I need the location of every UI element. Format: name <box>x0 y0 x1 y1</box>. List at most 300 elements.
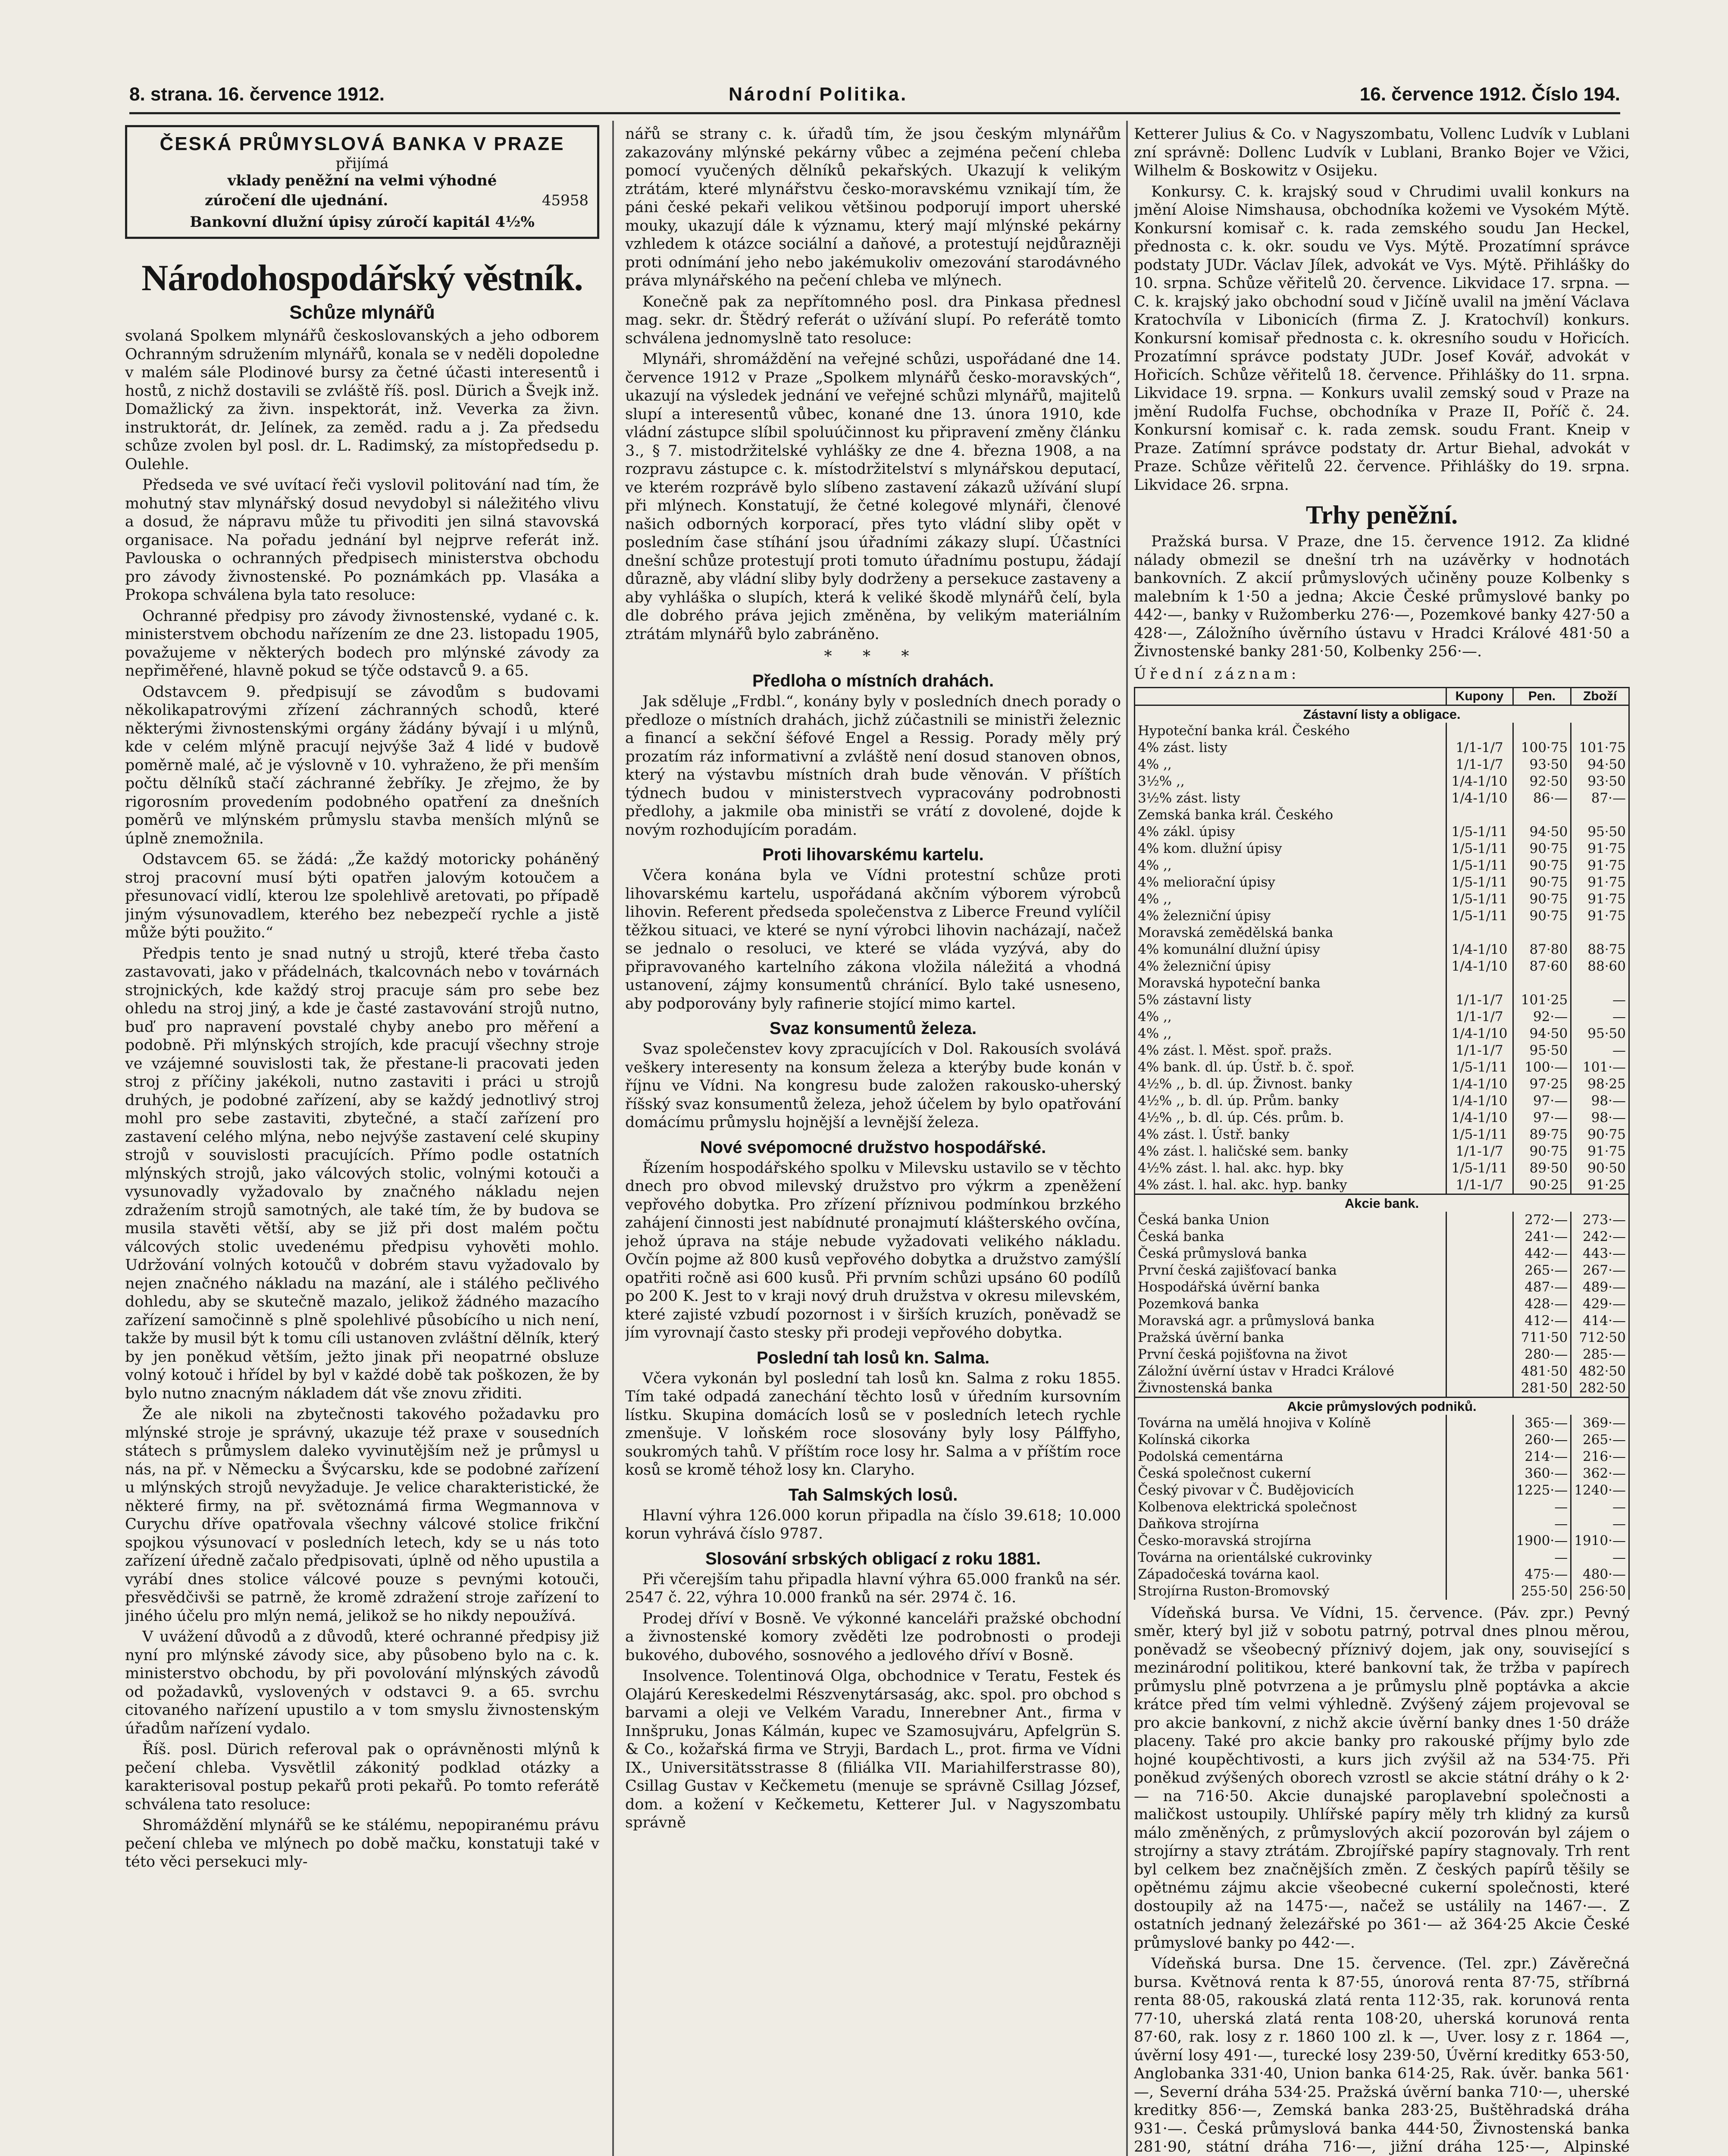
news-paragraph: Konkursy. C. k. krajský soud v Chrudimi uvalil konkurs na jmění Aloise Nimshausa, obchodníka kožemi ve Vysokém Mýtě. Konkursní komisař c. k. rada zemského soudu Jan Heckel, přednosta c. k. okr. soudu ve Vys. Mýtě. Prozatímní správce podstaty JUDr. Václav Jílek, advokát ve Vys. Mýtě. Přihlášky do 10. srpna. Schůze věřitelů 20. července. Likvidace 17. srpna. — C. k. krajský jako obchodní soud v Jičíně uvalil na jmění Václava Kratochvíla v Libonicích (firma Z. J. Kratochvíl) konkurs. Konkursní komisař přednosta c. k. okresního soudu v Hořicích. Prozatímní správce podstaty JUDr. Josef Kovář, advokát v Hořicích. Schůze věřitelů 18. července. Přihlášky do 11. srpna. Likvidace 19. srpna. — Konkurs uvalil zemský soud v Praze na jmění Rudolfa Fuchse, obchodníka v Praze II, Poříč č. 24. Konkursní komisař c. k. rada zemsk. soudu Frant. Kneip v Praze. Zatímní správce podstaty dr. Artur Biehal, advokát v Praze. Schůze věřitelů 22. července. Přihlášky do 19. srpna. Likvidace 26. srpna. <box>1134 183 1630 494</box>
bid-price: 92·50 <box>1513 773 1571 790</box>
bid-price: 90·75 <box>1513 908 1571 924</box>
coupon-dates <box>1446 1499 1513 1516</box>
section-separator: * * * <box>824 648 922 665</box>
column-divider <box>1126 121 1128 2156</box>
ask-price: 98·25 <box>1571 1076 1629 1093</box>
article-paragraph: Předpis tento je snad nutný u strojů, které třeba často zastavovati, jako v přádelnách, tkalcovnách nebo v továrnách strojnických, kde každý stroj pracuje sám pro sebe bez ohledu na stroj jiný, a kde je časté zastavování strojů nutno, buď pro napravení povstalé chyby anebo pro měření a podobně. Při mlýnských strojích, kde pracují všechny stroje ve vzájemné souvislosti tak, že přestane-li pracovati jeden stroj z příčiny jakékoli, nutno zastaviti i práci u strojů druhých, je podobné zařízení, aby se každý jednotlivý stroj mohl pro sebe zastaviti, zbytečné, a stačí zařízení pro zastavení celého mlýna, nebo nejvýše zastavení celé skupiny strojů v souvislosti pracujících. Přímo podle ostatních mlýnských strojů, jako válcových stolic, volnými kotouči a vysunovadly vyžadovalo by značného nákladu nejen zdražením strojů samotných, ale také tím, že by budova se musila stavěti větší, aby se již při dost malém počtu válcových stolic uvedenému předpisu vyhověti mohlo. Udržování volných kotoučů v dobrém stavu vyžadovalo by nejen značného nákladu na mazání, ale i stálého pečlivého dohledu, aby se skutečně mazalo, jelikož žádného mazacího zařízení samočinně s plně spolehlivé působícího u nich není, takže by musil být k tomu cíli ustanoven zvláštní dělník, který by jen poněkud větším, ježto jinak při neopatrné obsluze volný kotouč i hřídel by byl v každé době tak poškozen, že by bylo nutno znacným nákladem dát vše znovu zřiditi. <box>125 945 599 1402</box>
coupon-dates: 1/4-1/10 <box>1446 773 1513 790</box>
bank-ad-line: přijímá <box>335 155 389 172</box>
security-name: První česká pojišťovna na život <box>1135 1346 1446 1363</box>
ask-price: 87·— <box>1571 790 1629 807</box>
quotes-row <box>1135 1296 1629 1313</box>
coupon-dates: 1/5-1/11 <box>1446 1160 1513 1177</box>
quotes-row <box>1135 1380 1629 1398</box>
bid-price: 272·— <box>1513 1212 1571 1228</box>
coupon-dates <box>1446 1245 1513 1262</box>
quotes-row <box>1135 773 1629 790</box>
coupon-dates <box>1446 723 1513 740</box>
bid-price: 265·— <box>1513 1262 1571 1279</box>
security-name: Hospodářská úvěrní banka <box>1135 1279 1446 1296</box>
ask-price: 90·50 <box>1571 1160 1629 1177</box>
column-header: Kupony <box>1446 687 1513 705</box>
ask-price: — <box>1571 1042 1629 1059</box>
coupon-dates: 1/5-1/11 <box>1446 891 1513 908</box>
ask-price: 443·— <box>1571 1245 1629 1262</box>
ask-price: 712·50 <box>1571 1329 1629 1346</box>
news-heading: Nové svépomocné družstvo hospodářské. <box>700 1138 1046 1157</box>
coupon-dates <box>1446 1380 1513 1398</box>
security-name: 4% železniční úpisy <box>1135 958 1446 975</box>
news-paragraph: Insolvence. Tolentinová Olga, obchodnice v Teratu, Festek és Olajárú Kereskedelmi Részvenytársaság, akc. spol. pro obchod s barvami a oleji ve Velkém Varadu, Innerebner Ant., firma v Innšpruku, Jonas Kálmán, kupec ve Szamosujváru, Apfelgrün S. & Co., kožařská firma ve Stryji, Bardach L., prot. firma ve Vídni IX., Universitätsstrasse 8 (filiálka VII. Mariahilferstrasse 80), Csillag Gustav v Kečkemetu (menuje se správně Csillag József, dom. a kožení v Kečkemetu, Ketterer Jul. v Nagyszombatu správně <box>625 1667 1121 1831</box>
ask-price: 95·50 <box>1571 1025 1629 1042</box>
quotes-row <box>1135 1363 1629 1380</box>
coupon-dates: 1/4-1/10 <box>1446 1109 1513 1126</box>
ask-price: 91·75 <box>1571 874 1629 891</box>
coupon-dates: 1/5-1/11 <box>1446 908 1513 924</box>
quotes-row <box>1135 1025 1629 1042</box>
bid-price: 481·50 <box>1513 1363 1571 1380</box>
quotes-row <box>1135 1126 1629 1143</box>
coupon-dates: 1/5-1/11 <box>1446 857 1513 874</box>
security-name: 4% ,, <box>1135 1009 1446 1025</box>
ask-price: 91·75 <box>1571 908 1629 924</box>
security-name: Továrna na orientálské cukrovinky <box>1135 1549 1446 1566</box>
bid-price: 365·— <box>1513 1415 1571 1432</box>
bid-price: 100·— <box>1513 1059 1571 1076</box>
bid-price: 280·— <box>1513 1346 1571 1363</box>
quotes-group-row <box>1135 1194 1629 1212</box>
article-paragraph: Shromáždění mlynářů se ke stálému, nepopiranému právu pečení chleba ve mlýnech po době mačku, konstatuji také v této věci persekuci mly- <box>125 1817 599 1871</box>
security-name: Zemská banka král. Českého <box>1135 807 1446 824</box>
quotes-group-title: Zástavní listy a obligace. <box>1135 705 1629 723</box>
quotes-row <box>1135 857 1629 874</box>
bid-price: 87·80 <box>1513 941 1571 958</box>
ask-price: 369·— <box>1571 1415 1629 1432</box>
security-name: 4% komunální dlužní úpisy <box>1135 941 1446 958</box>
bid-price <box>1513 723 1571 740</box>
bid-price: 94·50 <box>1513 824 1571 840</box>
quotes-row <box>1135 1432 1629 1448</box>
security-name: Český pivovar v Č. Budějovicích <box>1135 1482 1446 1499</box>
security-name: První česká zajišťovací banka <box>1135 1262 1446 1279</box>
security-name: 4½% zást. l. hal. akc. hyp. bky <box>1135 1160 1446 1177</box>
ask-price: 429·— <box>1571 1296 1629 1313</box>
quotes-table-header <box>1135 687 1629 705</box>
coupon-dates: 1/5-1/11 <box>1446 1126 1513 1143</box>
security-name: 3½% ,, <box>1135 773 1446 790</box>
news-paragraph: Ketterer Julius & Co. v Nagyszombatu, Vollenc Ludvík v Lublani zní správně: Dollenc Ludvík v Lublani, Branko Bojer ve Vžici, Wilhelm & Boskowitz v Osijeku. <box>1134 125 1630 179</box>
security-name: 4% zást. l. Ústř. banky <box>1135 1126 1446 1143</box>
ask-price: 88·75 <box>1571 941 1629 958</box>
bank-advertisement <box>125 125 599 239</box>
ask-price: — <box>1571 992 1629 1009</box>
ask-price: 94·50 <box>1571 756 1629 773</box>
coupon-dates <box>1446 1482 1513 1499</box>
article-title: Schůze mlynářů <box>289 302 435 323</box>
column-1 <box>125 125 599 2156</box>
ask-price: — <box>1571 1516 1629 1532</box>
news-heading: Tah Salmských losů. <box>788 1485 958 1504</box>
security-name: 4% zást. l. hal. akc. hyp. banky <box>1135 1177 1446 1194</box>
ask-price: 93·50 <box>1571 773 1629 790</box>
ask-price: 91·75 <box>1571 891 1629 908</box>
quotes-row <box>1135 1549 1629 1566</box>
quotes-row <box>1135 1262 1629 1279</box>
bid-price: 428·— <box>1513 1296 1571 1313</box>
quotes-row <box>1135 1465 1629 1482</box>
article-paragraph: svolaná Spolkem mlynářů českoslovanských a jeho odborem Ochranným sdružením mlynářů, konala se v neděli dopoledne v malém sále Plodinové bursy za četné účasti interesentů i hostů, z nichž dostavili se zvláště říš. posl. Dürich a Švejk inž. Domažlický za živn. inspektorát, inž. Veverka za živn. instruktorát, dr. Jelínek, za zeměd. radu a j. Za předsedu schůze zvolen byl posl. dr. L. Radimský, za místopředsedu p. Oulehle. <box>125 327 599 473</box>
bid-price: 89·50 <box>1513 1160 1571 1177</box>
official-quotes-label: Úřední záznam: <box>1134 665 1300 683</box>
quotes-row <box>1135 1448 1629 1465</box>
security-name: 4% zákl. úpisy <box>1135 824 1446 840</box>
security-name: 5% zástavní listy <box>1135 992 1446 1009</box>
bid-price: 94·50 <box>1513 1025 1571 1042</box>
coupon-dates <box>1446 1346 1513 1363</box>
security-name: Strojírna Ruston-Bromovský <box>1135 1583 1446 1600</box>
bid-price: — <box>1513 1549 1571 1566</box>
ask-price: 101·— <box>1571 1059 1629 1076</box>
news-paragraph: Jak sděluje „Frdbl.“, konány byly v posledních dnech porady o předloze o místních drahách, jichž zúčastnili se ministři železnic a financí a sekční šéfové Engel a Ressig. Porady měly prý prozatím ráz informativní a zvláště není dosud stanoven obnos, který na výstavbu místních drah bude věnován. V příštích týdnech budou v ministerstvech vypracovány podrobnosti předlohy, a jakmile oba ministři se vrátí z dovolené, dojde k novým rozhodujícím poradám. <box>625 693 1121 839</box>
bid-price: 260·— <box>1513 1432 1571 1448</box>
coupon-dates <box>1446 1448 1513 1465</box>
header-page-date: 8. strana. 16. července 1912. <box>129 84 385 105</box>
news-paragraph: Při včerejším tahu připadla hlavní výhra 65.000 franků na sér. 2547 č. 22, výhra 10.000 franků na sér. 2974 č. 16. <box>625 1570 1121 1606</box>
bid-price: 255·50 <box>1513 1583 1571 1600</box>
security-name: Moravská agr. a průmyslová banka <box>1135 1313 1446 1329</box>
ask-price <box>1571 924 1629 941</box>
security-name: Moravská hypoteční banka <box>1135 975 1446 992</box>
coupon-dates <box>1446 1296 1513 1313</box>
bid-price: 487·— <box>1513 1279 1571 1296</box>
column-header: Zboží <box>1571 687 1629 705</box>
ask-price: 267·— <box>1571 1262 1629 1279</box>
column-3 <box>1134 125 1630 2156</box>
news-paragraph: Svaz společenstev kovy zpracujících v Dol. Rakousích svolává veškery interesenty na konsum železa a kterýby bude konán v říjnu ve Vídni. Na kongresu bude založen rakousko-uherský říšský svaz konsumentů železa, jehož účelem by bylo opatřování domácímu průmyslu hojnější a levnější železa. <box>625 1040 1121 1131</box>
ask-price: 91·25 <box>1571 1177 1629 1194</box>
ask-price: 91·75 <box>1571 840 1629 857</box>
security-name: 4% kom. dlužní úpisy <box>1135 840 1446 857</box>
article-paragraph: Ochranné předpisy pro závody živnostenské, vydané c. k. ministerstvem obchodu nařízením ze dne 23. listopadu 1905, považujeme v některých bodech pro mlýnské závody za nepřiměřené, hlavně pokud se týče odstavců 9. a 65. <box>125 607 599 680</box>
security-name: Kolbenova elektrická společnost <box>1135 1499 1446 1516</box>
bid-price: 412·— <box>1513 1313 1571 1329</box>
bid-price: 360·— <box>1513 1465 1571 1482</box>
quotes-table <box>1134 687 1630 1600</box>
ask-price: — <box>1571 1499 1629 1516</box>
column-divider <box>612 121 614 2156</box>
article-paragraph: Předseda ve své uvítací řeči vyslovil politování nad tím, že mohutný stav mlynářský dosud nevydobyl si náležitého vlivu a dosud, že nápravu může tu přivoditi jen silná stavovská organisace. Na pořadu jednání byl nejprve referát inž. Pavlouska o ochranných předpisech ministerstva obchodu pro závody živnostenské. Po poznámkách pp. Vlasáka a Prokopa schválena byla tato resoluce: <box>125 476 599 604</box>
quotes-row <box>1135 1109 1629 1126</box>
security-name: 4% zást. l. haličské sem. banky <box>1135 1143 1446 1160</box>
bid-price: 475·— <box>1513 1566 1571 1583</box>
quotes-row <box>1135 941 1629 958</box>
security-name: 4% bank. dl. úp. Ústř. b. č. spoř. <box>1135 1059 1446 1076</box>
bid-price: — <box>1513 1516 1571 1532</box>
security-name: 4½% ,, b. dl. úp. Živnost. banky <box>1135 1076 1446 1093</box>
security-name: 4% meliorační úpisy <box>1135 874 1446 891</box>
coupon-dates: 1/4-1/10 <box>1446 1093 1513 1109</box>
quotes-row <box>1135 1042 1629 1059</box>
bid-price: 1900·— <box>1513 1532 1571 1549</box>
article-paragraph: Odstavcem 9. předpisují se závodům s budovami několikapatrovými zřízení záchranných schodů, které některými živnostenskými orgány žádány bývají i u mlýnů, kde v celém mlýně pracují nejvýše 3až 4 lidé v budově poměrně malé, ač je výslovně v 10. vyhraženo, že při menším počtu dělníků stačí záchranné žebříky. Je zřejmo, že by rigorosním provedením podobného opatření za dnešních poměrů ve mlýnském průmyslu stavba menších mlýnů se úplně znemožnila. <box>125 683 599 847</box>
column-2 <box>625 125 1121 2156</box>
ask-price: 282·50 <box>1571 1380 1629 1398</box>
coupon-dates: 1/4-1/10 <box>1446 941 1513 958</box>
bid-price: — <box>1513 1499 1571 1516</box>
bid-price: 214·— <box>1513 1448 1571 1465</box>
coupon-dates: 1/1-1/7 <box>1446 992 1513 1009</box>
quotes-row <box>1135 1143 1629 1160</box>
coupon-dates <box>1446 1566 1513 1583</box>
bid-price: 90·75 <box>1513 891 1571 908</box>
article-paragraph: Že ale nikoli na zbytečnosti takového požadavku pro mlýnské stroje je správný, ukazuje též praxe v sousedních státech s průmyslem daleko vyvinutějším než je průmysl u nás, na př. v Německu a Švýcarsku, kde se podobné zařízení u mlýnských strojů nevyžaduje. Je velice charakteristické, že některé firmy, na př. světoznámá firma Wegmannova v Curychu dříve opatřovala všechny válcové stolice frikční spojkou výsunovací v posledních letech, kdy se u nás toto zařízení úředně začalo předpisovati, úplně od něho upustila a vyrábí dnes stolice válcové pouze s pevnými kotouči, přesvědčivši se patrně, že kromě zdražení stroje zařízení to jiného účelu pro mlýn nemá, jelikož se ho nikdy nepoužívá. <box>125 1406 599 1625</box>
quotes-row <box>1135 824 1629 840</box>
ask-price: 256·50 <box>1571 1583 1629 1600</box>
security-name: Daňkova strojírna <box>1135 1516 1446 1532</box>
quotes-row <box>1135 1228 1629 1245</box>
quotes-row <box>1135 807 1629 824</box>
security-name: 4½% ,, b. dl. úp. Prům. banky <box>1135 1093 1446 1109</box>
quotes-row <box>1135 924 1629 941</box>
vienna-bourse-report: Vídeňská bursa. Dne 15. července. (Tel. zpr.) Závěrečná bursa. Květnová renta k 87·55, únorová renta 87·75, stříbrná renta 88·05, rakouská zlatá renta 112·35, rak. korunová renta 77·10, uherská zlatá renta 108·20, uherská korunová renta 87·60, rak. losy z r. 1860 100 zl. k —, Uver. losy z r. 1864 —, úvěrní losy 491·—, turecké losy 239·50, Úvěrní kreditky 653·50, Anglobanka 331·40, Union banka 614·25, Rak. úvěr. banka 561·—, Severní dráha 534·25. Pražská úvěrní banka 710·—, uherské kreditky 856·—, Zemská banka 283·25, Buštěhradská dráha 931·—. Česká průmyslová banka 444·50, Živnostenská banka 281·90, státní dráha 716·—, jižní dráha 125·—, Alpinské <box>1134 1955 1630 2156</box>
coupon-dates: 1/1-1/7 <box>1446 1177 1513 1194</box>
quotes-row <box>1135 1076 1629 1093</box>
coupon-dates: 1/4-1/10 <box>1446 1076 1513 1093</box>
news-paragraph: Prodej dříví v Bosně. Ve výkonné kanceláři pražské obchodní a živnostenské komory zvěděti lze podrobnosti o prodeji bukového, dubového, sosnového a jedlového dříví v Bosně. <box>625 1610 1121 1664</box>
bank-ad-line: vklady peněžní na velmi výhodné <box>227 172 497 189</box>
quotes-row <box>1135 891 1629 908</box>
column-header <box>1135 687 1446 705</box>
quotes-row <box>1135 1532 1629 1549</box>
ask-price: 480·— <box>1571 1566 1629 1583</box>
coupon-dates: 1/5-1/11 <box>1446 840 1513 857</box>
ask-price: 91·75 <box>1571 857 1629 874</box>
security-name: Záložní úvěrní ústav v Hradci Králové <box>1135 1363 1446 1380</box>
quotes-row <box>1135 1093 1629 1109</box>
quotes-row <box>1135 790 1629 807</box>
security-name: 4% ,, <box>1135 756 1446 773</box>
ask-price: 98·— <box>1571 1109 1629 1126</box>
quotes-row <box>1135 1566 1629 1583</box>
coupon-dates <box>1446 924 1513 941</box>
news-paragraph: Hlavní výhra 126.000 korun připadla na číslo 39.618; 10.000 korun vyhrává číslo 9787. <box>625 1507 1121 1542</box>
quotes-row <box>1135 874 1629 891</box>
news-heading: Předloha o místních drahách. <box>752 671 994 690</box>
security-name: 4% ,, <box>1135 1025 1446 1042</box>
money-markets-heading: Trhy peněžní. <box>1305 501 1458 529</box>
bid-price: 92·— <box>1513 1009 1571 1025</box>
quotes-row <box>1135 1346 1629 1363</box>
security-name: 4% ,, <box>1135 891 1446 908</box>
quotes-group-row <box>1135 705 1629 723</box>
ask-price <box>1571 723 1629 740</box>
ask-price: — <box>1571 1549 1629 1566</box>
bid-price: 87·60 <box>1513 958 1571 975</box>
coupon-dates: 1/5-1/11 <box>1446 874 1513 891</box>
quotes-row <box>1135 1482 1629 1499</box>
quotes-row <box>1135 1177 1629 1194</box>
quotes-row <box>1135 1499 1629 1516</box>
coupon-dates <box>1446 1363 1513 1380</box>
coupon-dates: 1/1-1/7 <box>1446 1042 1513 1059</box>
ask-price: 1910·— <box>1571 1532 1629 1549</box>
bid-price: 100·75 <box>1513 740 1571 756</box>
quotes-row <box>1135 1212 1629 1228</box>
quotes-table-body <box>1135 705 1629 1600</box>
news-paragraph: Včera vykonán byl poslední tah losů kn. Salma z roku 1855. Tím také odpadá zanechání těchto losů v úředním kursovním lístku. Skupina domácích losů se v posledních letech rychle zmenšuje. V loňském roce slosovány byly losy Pálffyho, soukromých tahů. V příštím roce losy hr. Salma a v příštím roce kosů se kromě téhož losy kn. Claryho. <box>625 1369 1121 1479</box>
coupon-dates: 1/1-1/7 <box>1446 756 1513 773</box>
security-name: Podolská cementárna <box>1135 1448 1446 1465</box>
coupon-dates <box>1446 807 1513 824</box>
ask-price: 101·75 <box>1571 740 1629 756</box>
bid-price: 97·25 <box>1513 1076 1571 1093</box>
ask-price: 273·— <box>1571 1212 1629 1228</box>
security-name: 4% zást. l. Měst. spoř. pražs. <box>1135 1042 1446 1059</box>
security-name: Živnostenská banka <box>1135 1380 1446 1398</box>
bid-price <box>1513 807 1571 824</box>
quotes-row <box>1135 1329 1629 1346</box>
ask-price: — <box>1571 1009 1629 1025</box>
coupon-dates <box>1446 1228 1513 1245</box>
prague-bourse-report: Pražská bursa. V Praze, dne 15. července 1912. Za klidné nálady obmezil se dnešní trh na uzávěrky v hodnotách bankovních. Z akcií průmyslových učiněny pouze Kolbenky s malebním k 1·50 a jedna; Akcie České průmyslové banky po 442·—, banky v Ružomberku 276·—, Pozemkové banky 427·50 a 428·—, Záložního úvěrního ústavu v Hradci Králové 481·50 a Živnostenské banky 281·50, Kolbenky 256·—. <box>1134 533 1630 660</box>
bid-price: 90·25 <box>1513 1177 1571 1194</box>
coupon-dates <box>1446 1212 1513 1228</box>
ask-price: 362·— <box>1571 1465 1629 1482</box>
ask-price: 414·— <box>1571 1313 1629 1329</box>
bid-price: 1225·— <box>1513 1482 1571 1499</box>
ask-price <box>1571 975 1629 992</box>
bid-price: 442·— <box>1513 1245 1571 1262</box>
bid-price: 711·50 <box>1513 1329 1571 1346</box>
coupon-dates: 1/4-1/10 <box>1446 1025 1513 1042</box>
news-heading: Slosování srbských obligací z roku 1881. <box>705 1549 1041 1568</box>
quotes-row <box>1135 1516 1629 1532</box>
quotes-row <box>1135 992 1629 1009</box>
coupon-dates <box>1446 1549 1513 1566</box>
quotes-row <box>1135 908 1629 924</box>
ask-price: 482·50 <box>1571 1363 1629 1380</box>
bid-price: 93·50 <box>1513 756 1571 773</box>
column-header: Pen. <box>1513 687 1571 705</box>
news-paragraph: Včera konána byla ve Vídni protestní schůze proti lihovarskému kartelu, uspořádaná akčním výborem výrobců lihovin. Referent předseda společenstva z Liberce Freund vylíčil těžkou situaci, ve které se nyní výrobci lihovin nacházají, načež se jednalo o resoluci, ve které se vláda vyzývá, aby do připravovaného kartelního zákona vložila náležitá a vhodná ustanovení, zájmy konsumentů chránící. Bylo také usneseno, aby podporovány byly rafinerie stojící mimo kartel. <box>625 867 1121 1012</box>
quotes-row <box>1135 723 1629 740</box>
bid-price: 97·— <box>1513 1109 1571 1126</box>
ask-price: 489·— <box>1571 1279 1629 1296</box>
bid-price <box>1513 924 1571 941</box>
page-header <box>129 82 1620 114</box>
quotes-row <box>1135 1009 1629 1025</box>
bid-price <box>1513 975 1571 992</box>
quotes-row <box>1135 1160 1629 1177</box>
security-name: 4½% ,, b. dl. úp. Cés. prům. b. <box>1135 1109 1446 1126</box>
bid-price: 241·— <box>1513 1228 1571 1245</box>
coupon-dates <box>1446 975 1513 992</box>
bid-price: 89·75 <box>1513 1126 1571 1143</box>
ask-price: 95·50 <box>1571 824 1629 840</box>
bid-price: 86·— <box>1513 790 1571 807</box>
bid-price: 95·50 <box>1513 1042 1571 1059</box>
security-name: 4% zást. listy <box>1135 740 1446 756</box>
quotes-group-title: Akcie bank. <box>1135 1194 1629 1212</box>
coupon-dates <box>1446 1432 1513 1448</box>
quotes-group-title: Akcie průmyslových podniků. <box>1135 1397 1629 1415</box>
coupon-dates <box>1446 1465 1513 1482</box>
security-name: Továrna na umělá hnojiva v Kolíně <box>1135 1415 1446 1432</box>
bid-price: 97·— <box>1513 1093 1571 1109</box>
security-name: Hypoteční banka král. Českého <box>1135 723 1446 740</box>
security-name: Česká společnost cukerní <box>1135 1465 1446 1482</box>
bid-price: 281·50 <box>1513 1380 1571 1398</box>
coupon-dates: 1/1-1/7 <box>1446 740 1513 756</box>
article-paragraph: nářů se strany c. k. úřadů tím, že jsou českým mlynářům zakazovány mlýnské pekárny vůbec a zejména pečení chleba pomocí vyučených dělníků pekařských. Ukazují k velikým ztrátám, které mlynářstvu česko-moravskému vznikají tím, že páni české pekaři velikou většinou podporují import uherské mouky, ukazují dále k významu, který mají mlýnské pekárny vzhledem k otázce sociální a daňové, a protestují nejdůrazněji proti odnímání jeho nebo jakémukoliv omezování starodávného práva mlynářského na pečení chleba ve mlýnech. <box>625 125 1121 289</box>
quotes-row <box>1135 1059 1629 1076</box>
quotes-row <box>1135 1313 1629 1329</box>
bid-price: 90·75 <box>1513 840 1571 857</box>
security-name: Česká banka <box>1135 1228 1446 1245</box>
news-heading: Proti lihovarskému kartelu. <box>762 845 984 864</box>
security-name: Západočeská továrna kaol. <box>1135 1566 1446 1583</box>
coupon-dates: 1/5-1/11 <box>1446 1059 1513 1076</box>
quotes-row <box>1135 975 1629 992</box>
security-name: Pozemková banka <box>1135 1296 1446 1313</box>
coupon-dates <box>1446 1262 1513 1279</box>
news-paragraph: Řízením hospodářského spolku v Milevsku ustavilo se v těchto dnech pro obvod milevský družstvo pro výkrm a zpeněžení vepřového dobytka. Pro zřízení příznivou podmínkou brzkého zahájení činnosti jest nabídnuté pronajmutí klášterského ovčína, jehož úprava na stáje nebude vyžadovati velikého nákladu. Ovčín pojme až 800 kusů vepřového dobytka a družstvo zamýšlí opatřiti ročně asi 600 kusů. Při prvním schůzi upsáno 60 podílů po 200 K. Jest to v kraji nový druh družstva v okresu milevském, které zajisté vzbudí pozornost i v širších kruzích, poněvadž se jím vyrovnají často stesky při prodeji vepřového dobytka. <box>625 1159 1121 1341</box>
coupon-dates <box>1446 1329 1513 1346</box>
ask-price: 88·60 <box>1571 958 1629 975</box>
quotes-row <box>1135 1583 1629 1600</box>
quotes-row <box>1135 958 1629 975</box>
bid-price: 90·75 <box>1513 857 1571 874</box>
ask-price: 242·— <box>1571 1228 1629 1245</box>
news-heading: Poslední tah losů kn. Salma. <box>756 1348 990 1367</box>
ask-price: 90·75 <box>1571 1126 1629 1143</box>
article-paragraph: Mlynáři, shromáždění na veřejné schůzi, uspořádané dne 14. července 1912 v Praze „Spolkem mlynářů česko-moravských“, ukazují na výsledek jednání ve veřejné schůzi mlynářů, majitelů slupí a interesentů vůbec, konané dne 13. února 1910, kde vládní zástupce slíbil spoluúčinnost ku připravení změny článku 3., § 7. mistodržitelské vyhlášky ze dne 4. března 1908, a na rozpravu zástupce c. k. místodržitelství s mlynářskou deputací, ve kterém rozprávě bylo slíbeno zastavení zákazů užívání slupí při mlýnech. Konstatují, že četné kolegové mlynáři, členové našich odborných korporací, přes tyto vládní sliby opět v posledním čase stíhání jsou úřadními zákazy slupí. Účastníci dnešní schůze protestují proti tomuto úřadnímu postupu, žádají důrazně, aby vládní sliby byly dodrženy a persekuce zastaveny a aby vyhláška o slupích, která k veliké škodě mlynářů čelí, byla dle dobrého práva jejich změněna, by velikým materiálním ztrátám mlynářů bylo zabráněno. <box>625 351 1121 643</box>
vienna-bourse-report: Vídeňská bursa. Ve Vídni, 15. července. (Páv. zpr.) Pevný směr, který byl již v sobotu patrný, potrval dnes plnou měrou, poněvadž se všeobecný příznivý dojem, jak ony, související s mezinárodní politikou, které bankovní tak, že tržba v papírech průmyslu plně potvrzena a je průmyslu plně poptávka a akcie krátce před tím velmi výhledně. Zvýšený zájem projevoval se pro akcie bankovní, z nichž akcie úvěrní banky dnes 1·50 dráže placeny. Také pro akcie banky pro rakouské příjmy bylo zde hojné koupěchtivosti, a kurs jich zvýšil až na 534·75. Při poněkud zvýšených oborech vzrostl se akcie státní dráhy o k 2·— na 716·50. Akcie dunajské paroplavební společnosti a maličkost ustoupily. Uhlířské papíry měly trh klidný za kursů málo změněných, z průmyslových akcií pozorován byl zájem o strojírny a stavy ztrátám. Zbrojířské papíry stagnovaly. Trh rent byl celkem bez značnějších změn. Z českých papírů těšily se opětnému zájmu akcie všeobecné cukerní společnosti, které dostoupily až na 1475·—, načež se ustálily na 1467·—. Z ostatních jednaný železářské po 361·— až 364·25 Akcie České průmyslové banky po 442·—. <box>1134 1604 1630 1952</box>
security-name: Česko-moravská strojírna <box>1135 1532 1446 1549</box>
security-name: Česká průmyslová banka <box>1135 1245 1446 1262</box>
bank-ad-row <box>136 192 589 209</box>
bid-price: 90·75 <box>1513 1143 1571 1160</box>
ask-price: 265·— <box>1571 1432 1629 1448</box>
ask-price <box>1571 807 1629 824</box>
quotes-row <box>1135 740 1629 756</box>
bank-ad-title: ČESKÁ PRŮMYSLOVÁ BANKA V PRAZE <box>160 133 565 154</box>
quotes-row <box>1135 756 1629 773</box>
quotes-row <box>1135 1245 1629 1262</box>
coupon-dates: 1/1-1/7 <box>1446 1009 1513 1025</box>
bank-ad-line: Bankovní dlužní úpisy zúročí kapitál 4½% <box>190 213 535 231</box>
ask-price: 285·— <box>1571 1346 1629 1363</box>
quotes-row <box>1135 1279 1629 1296</box>
security-name: Pražská úvěrní banka <box>1135 1329 1446 1346</box>
article-paragraph: Říš. posl. Dürich referoval pak o oprávněnosti mlýnů k pečení chleba. Vysvětlil zákonitý podklad otázky a karakterisoval postup pekařů proti pekařů. Po tomto referátě schválena tato resoluce: <box>125 1741 599 1813</box>
article-paragraph: V uvážení důvodů a z důvodů, které ochranné předpisy již nyní pro mlýnské závody sice, aby působeno bylo na c. k. ministerstvo obchodu, by při povolování mlýnských závodů od požadavků, vyslovených v odstavci 9. a 65. svrchu citovaného nařízení upustilo a v tom smyslu živnostenským úřadům nařízení vydalo. <box>125 1628 599 1737</box>
coupon-dates: 1/1-1/7 <box>1446 1143 1513 1160</box>
header-issue-number: 16. července 1912. Číslo 194. <box>1359 84 1620 105</box>
ask-price: 98·— <box>1571 1093 1629 1109</box>
coupon-dates <box>1446 1415 1513 1432</box>
security-name: 4% ,, <box>1135 857 1446 874</box>
coupon-dates <box>1446 1313 1513 1329</box>
ask-price: 1240·— <box>1571 1482 1629 1499</box>
coupon-dates: 1/5-1/11 <box>1446 824 1513 840</box>
coupon-dates: 1/4-1/10 <box>1446 958 1513 975</box>
security-name: Moravská zemědělská banka <box>1135 924 1446 941</box>
newspaper-masthead: Národní Politika. <box>729 84 908 105</box>
coupon-dates <box>1446 1516 1513 1532</box>
security-name: Česká banka Union <box>1135 1212 1446 1228</box>
bank-ad-number: 45958 <box>542 192 589 209</box>
